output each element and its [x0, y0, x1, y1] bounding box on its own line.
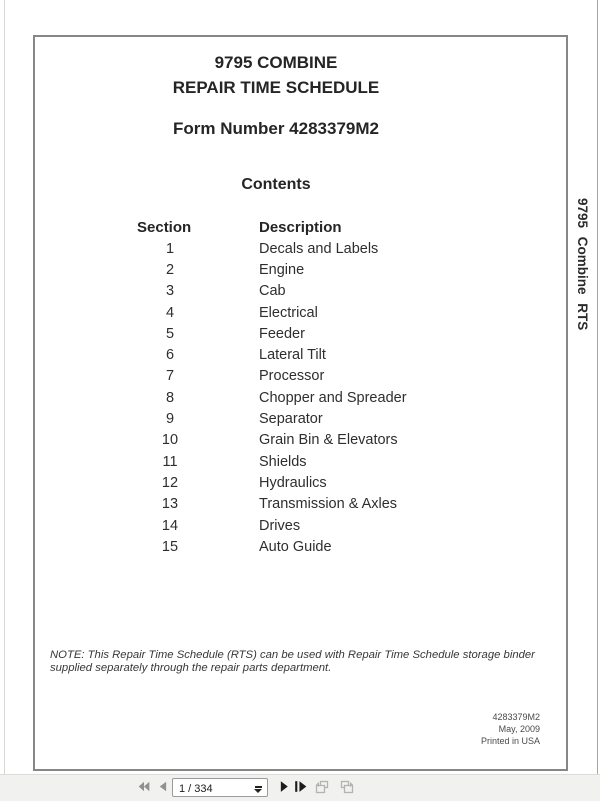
page-number-field	[172, 778, 268, 797]
page-dropdown-arrow-icon[interactable]	[254, 786, 263, 792]
toc-row	[137, 472, 407, 493]
toc-row	[137, 430, 407, 451]
form-number-line: Form Number 4283379M2	[173, 119, 379, 138]
toc-row	[137, 238, 407, 259]
toc-row-description: Chopper and Spreader	[259, 389, 407, 406]
toc-row	[137, 494, 407, 515]
toc-row-section-number: 11	[162, 453, 178, 470]
toc-row-description: Drives	[259, 517, 301, 534]
last-page-icon	[292, 778, 309, 798]
toc-row-description: Feeder	[259, 325, 305, 342]
toc-row-description: Grain Bin & Elevators	[259, 432, 398, 449]
previous-page-button[interactable]	[154, 779, 172, 797]
scan-left-edge-line	[4, 0, 5, 774]
pdf-toolbar	[0, 774, 600, 801]
toc-row-section-number: 6	[165, 347, 175, 364]
toc-row	[137, 536, 407, 557]
page-number-input[interactable]	[173, 781, 267, 798]
toc-row-description: Auto Guide	[259, 538, 332, 555]
first-page-icon	[135, 778, 152, 798]
toc-row-description: Engine	[259, 261, 305, 278]
next-page-icon	[275, 778, 292, 798]
footer-form-number: 4283379M2	[492, 712, 540, 722]
toc-row	[137, 366, 407, 387]
toc-row-section-number: 1	[165, 240, 175, 257]
previous-view-icon	[313, 778, 331, 799]
toc-row-section-number: 10	[161, 432, 179, 449]
first-page-button[interactable]	[134, 779, 152, 797]
toc-row	[137, 515, 407, 536]
toc-row-description: Lateral Tilt	[259, 347, 326, 364]
toc-row-description: Decals and Labels	[259, 240, 379, 257]
toc-row-description: Hydraulics	[259, 474, 327, 491]
next-view-button[interactable]	[338, 779, 356, 797]
toc-row	[137, 408, 407, 429]
toc-row	[137, 344, 407, 365]
contents-heading: Contents	[241, 176, 311, 193]
scan-right-edge-line	[597, 0, 598, 774]
toc-row	[137, 259, 407, 280]
last-page-button[interactable]	[291, 779, 309, 797]
toc-row	[137, 281, 407, 302]
toc-row	[137, 387, 407, 408]
side-tab-label: 9795 Combine RTS	[575, 197, 590, 331]
toc-row-section-number: 5	[165, 325, 175, 342]
toc-row-section-number: 4	[165, 304, 175, 321]
toc-row-section-number: 9	[165, 411, 175, 428]
toc-row-section-number: 2	[165, 261, 175, 278]
next-view-icon	[338, 778, 356, 799]
toc-row-description: Cab	[259, 283, 286, 300]
toc-row-description: Transmission & Axles	[259, 496, 398, 513]
page-footer	[340, 711, 540, 747]
toc-row-section-number: 7	[165, 368, 175, 385]
title-line-2: REPAIR TIME SCHEDULE	[172, 78, 380, 97]
toc-row	[137, 302, 407, 323]
toc-list	[137, 238, 407, 557]
note-line-2: supplied separately through the repair parts department.	[50, 662, 332, 674]
toc-row	[137, 451, 407, 472]
title-line-1: 9795 COMBINE	[214, 53, 338, 72]
toc-header-row	[137, 219, 342, 236]
toc-header-description: Description	[259, 219, 342, 236]
toc-row-section-number: 12	[161, 474, 179, 491]
toc-header-section: Section	[137, 219, 192, 236]
previous-view-button[interactable]	[313, 779, 331, 797]
toc-row	[137, 323, 407, 344]
toc-row-section-number: 14	[161, 517, 179, 534]
note-line-1: NOTE: This Repair Time Schedule (RTS) can be used with Repair Time Schedule storage binder	[50, 649, 535, 661]
note-text	[50, 649, 555, 675]
toc-row-section-number: 13	[161, 496, 179, 513]
toc-row-section-number: 15	[161, 538, 179, 555]
footer-printed-in: Printed in USA	[480, 736, 540, 746]
previous-page-icon	[155, 778, 172, 798]
footer-date: May, 2009	[498, 724, 540, 734]
toc-row-description: Processor	[259, 368, 325, 385]
toc-row-description: Shields	[259, 453, 307, 470]
next-page-button[interactable]	[274, 779, 292, 797]
toc-row-description: Electrical	[259, 304, 318, 321]
toc-row-description: Separator	[259, 411, 323, 428]
toc-row-section-number: 3	[165, 283, 175, 300]
toc-row-section-number: 8	[165, 389, 175, 406]
